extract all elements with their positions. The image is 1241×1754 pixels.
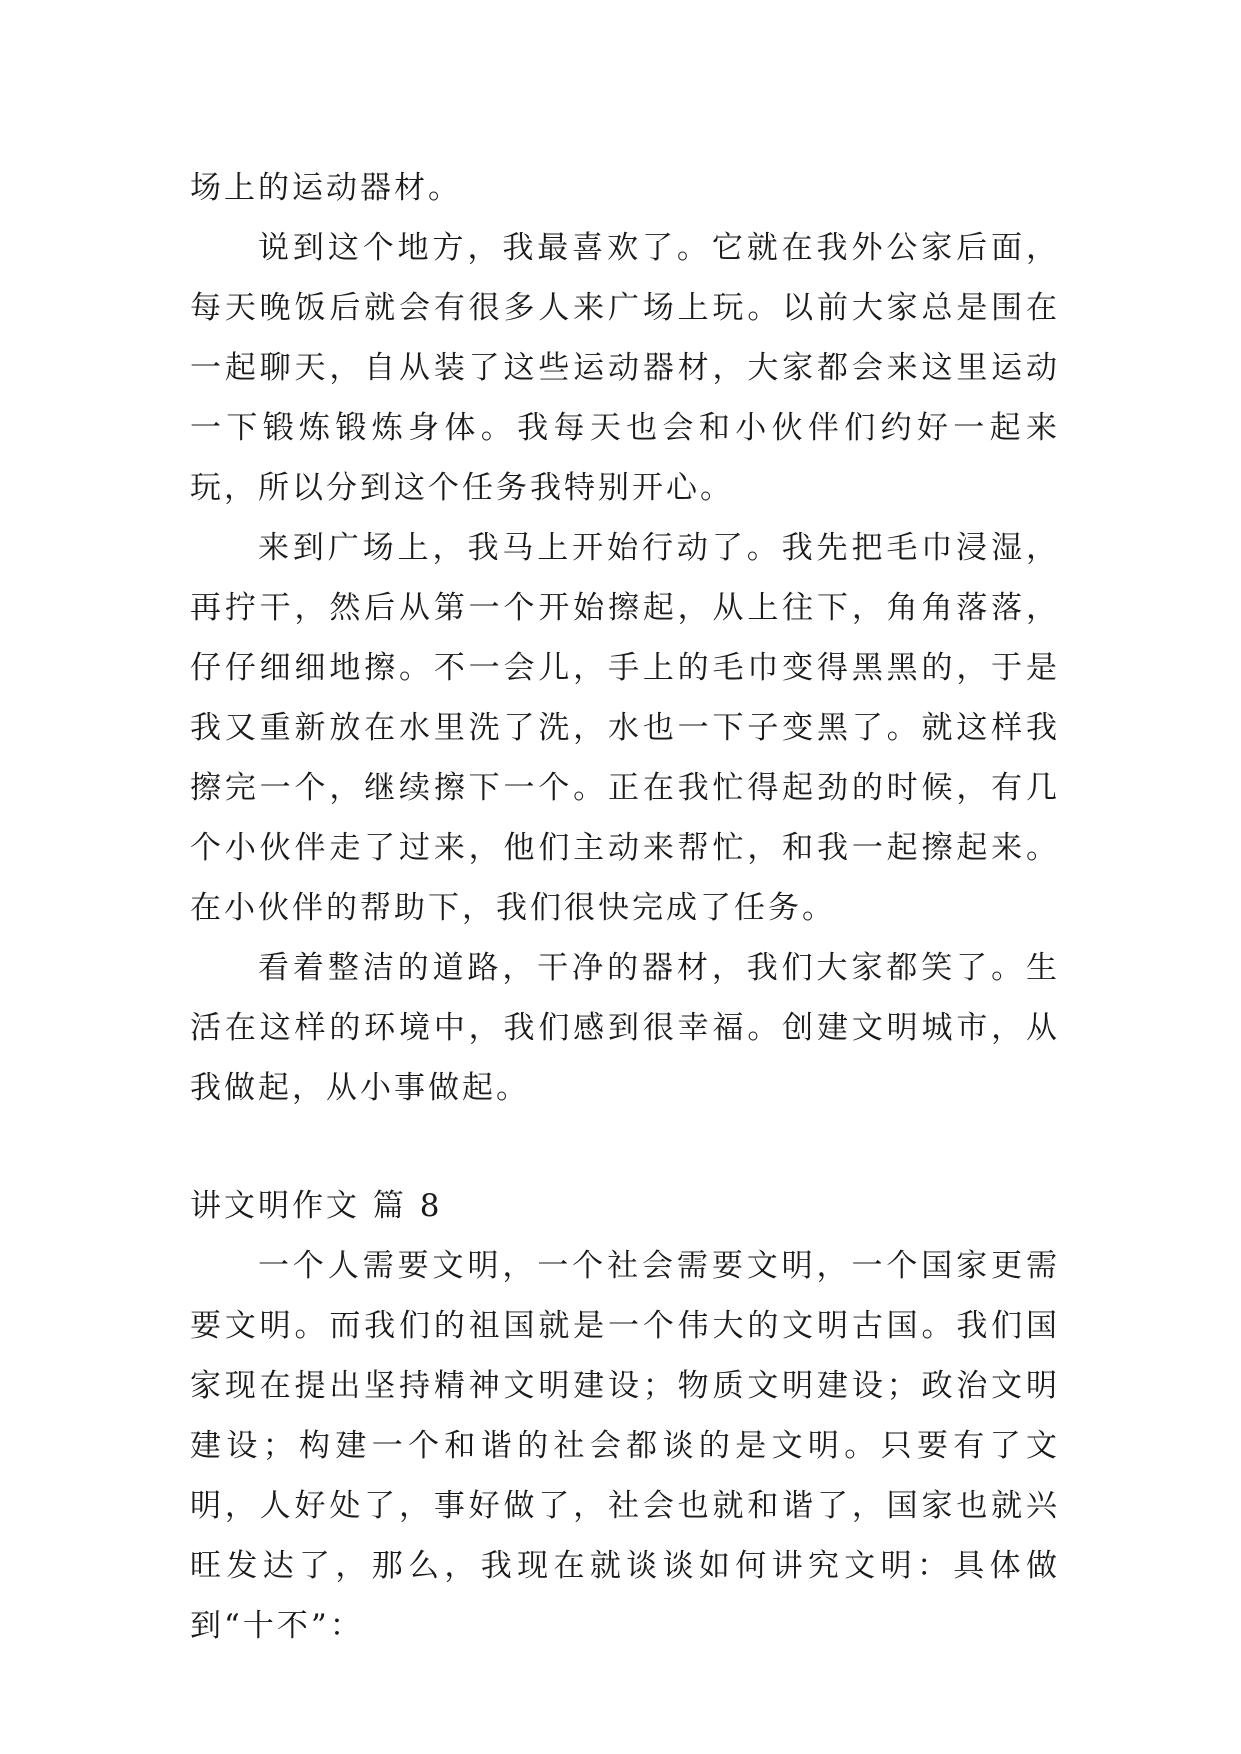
section-heading: 讲文明作文 篇 8 <box>190 1188 443 1224</box>
section-spacer <box>190 1118 1060 1176</box>
paragraph-cleaning: 来到广场上，我马上开始行动了。我先把毛巾浸湿，再拧干，然后从第一个开始擦起，从上往下，角角落落，仔仔细细地擦。不一会儿，手上的毛巾变得黑黑的，于是我又重新放在水里洗了洗，水也一下子变黑了。就这样我擦完一个，继续擦下一个。正在我忙得起劲的时候，有几个小伙伴走了过来，他们主动来帮忙，和我一起擦起来。在小伙伴的帮助下，我们很快完成了任务。 <box>190 530 1060 926</box>
paragraph-civilization-intro: 一个人需要文明，一个社会需要文明，一个国家更需要文明。而我们的祖国就是一个伟大的文明古国。我们国家现在提出坚持精神文明建设；物质文明建设；政治文明建设；构建一个和谐的社会都谈的是文明。只要有了文明，人好处了，事好做了，社会也就和谐了，国家也就兴旺发达了，那么，我现在就谈谈如何讲究文明：具体做到“十不”： <box>190 1248 1060 1644</box>
document-body <box>190 158 1060 1656</box>
paragraph-conclusion: 看着整洁的道路，干净的器材，我们大家都笑了。生活在这样的环境中，我们感到很幸福。创建文明城市，从我做起，从小事做起。 <box>190 950 1060 1106</box>
continuation-paragraph: 场上的运动器材。 <box>190 170 462 206</box>
paragraph-favorite-place: 说到这个地方，我最喜欢了。它就在我外公家后面，每天晚饭后就会有很多人来广场上玩。以前大家总是围在一起聊天，自从装了这些运动器材，大家都会来这里运动一下锻炼锻炼身体。我每天也会和小伙伴们约好一起来玩，所以分到这个任务我特别开心。 <box>190 230 1060 506</box>
